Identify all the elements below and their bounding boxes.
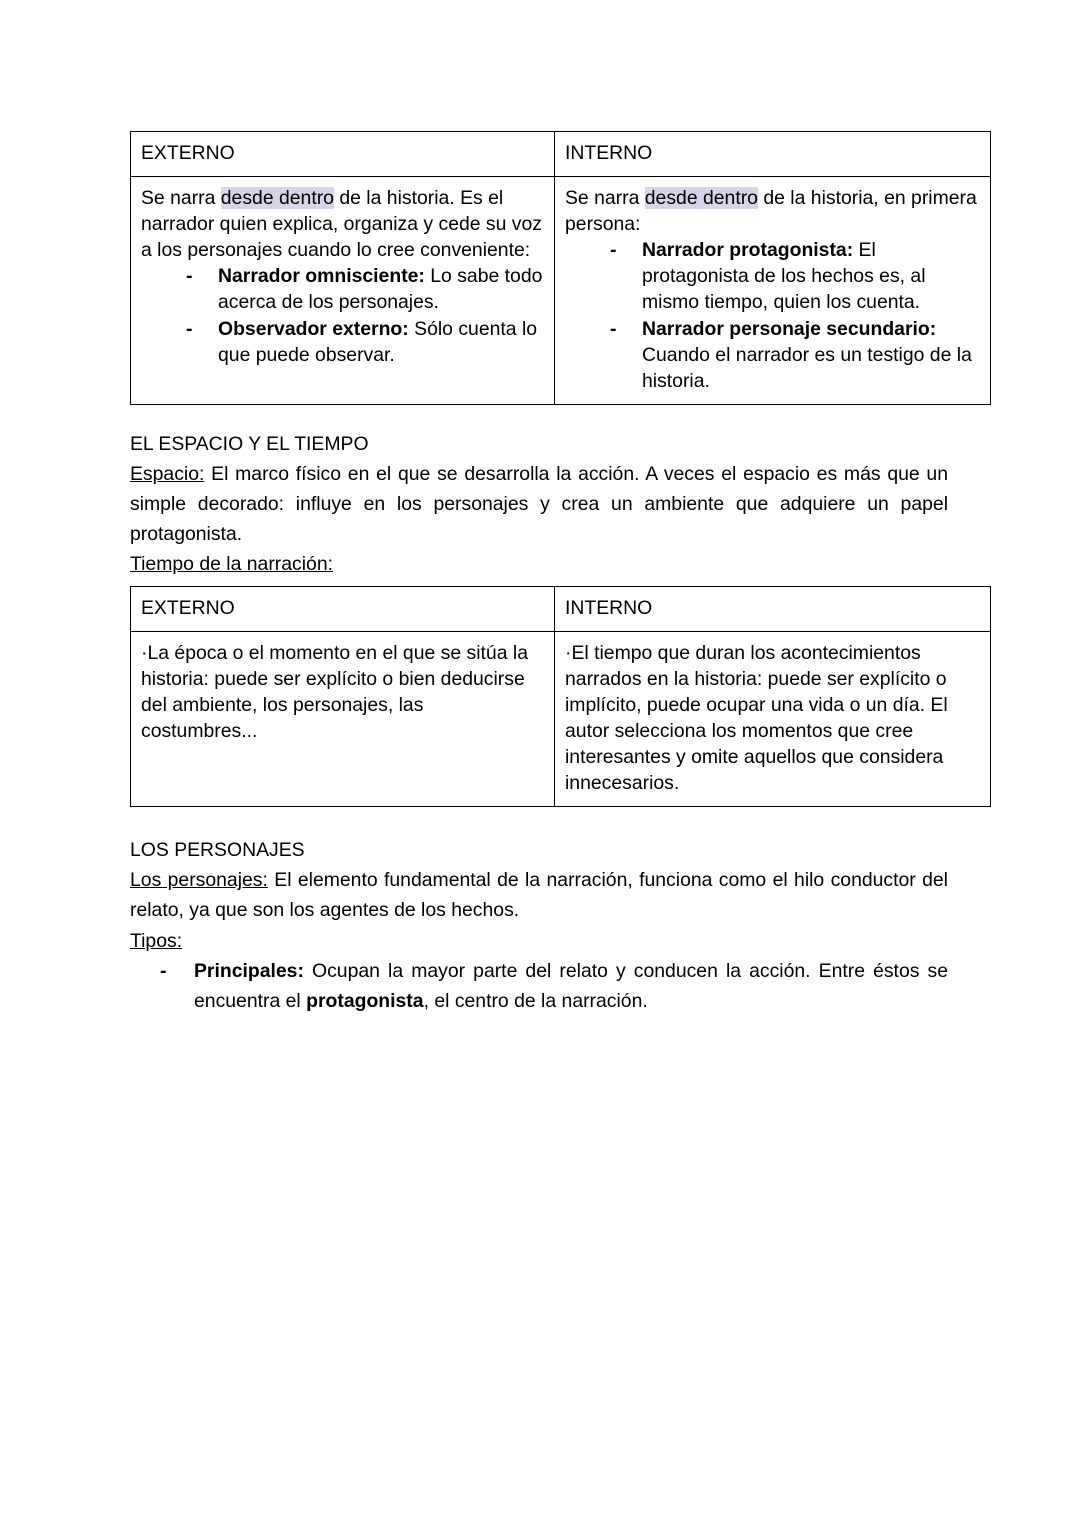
tipos-label-line [130, 926, 948, 956]
dash-bullet-icon: - [610, 239, 617, 262]
time-internal-cell [555, 631, 991, 807]
table-row-header [131, 586, 991, 631]
narrator-table [130, 131, 991, 405]
list-item-term: Observador externo: [218, 317, 409, 340]
list-item-emphasis: protagonista [306, 989, 424, 1012]
narrator-external-list [141, 263, 544, 367]
table-row-header [131, 132, 991, 177]
list-item-definition: Cuando el narrador es un testigo de la historia. [642, 343, 972, 392]
time-table-header-externo [131, 586, 555, 631]
personajes-paragraph [130, 865, 948, 925]
dash-bullet-icon: - [160, 959, 167, 982]
personajes-label: Los personajes: [130, 869, 268, 892]
list-item-definition: Sólo cuenta lo que puede observar. [218, 317, 538, 366]
intro-text-before: Se narra [565, 187, 645, 210]
header-label-externo: EXTERNO [141, 596, 235, 619]
narrator-table-header-externo [131, 132, 555, 177]
character-types-list [130, 956, 948, 1016]
intro-text-after: de la historia. Es el narrador quien explica, organiza y cede su voz a los personajes cuando lo cree conveniente: [141, 187, 542, 262]
list-item [141, 316, 544, 368]
espacio-paragraph [130, 459, 948, 550]
espacio-label: Espacio: [130, 462, 205, 485]
dash-bullet-icon: - [186, 317, 193, 340]
espacio-text: El marco físico en el que se desarrolla la acción. A veces el espacio es más que un simple decorado: influye en los personajes y crea un ambiente que adquiere un papel protagonista. [130, 462, 948, 546]
narrator-internal-list [565, 237, 980, 394]
narrator-external-cell [131, 177, 555, 405]
list-item-term: Principales: [194, 959, 304, 982]
section-heading-space-time: EL ESPACIO Y EL TIEMPO [130, 432, 369, 455]
time-internal-text: ·El tiempo que duran los acontecimientos narrados en la historia: puede ser explícito o implícito, puede ocupar una vida o un día. El autor selecciona los momentos que cree interesantes y omite aquellos que considera innecesarios. [565, 641, 948, 795]
dash-bullet-icon: - [610, 317, 617, 340]
narrator-table-header-interno [555, 132, 991, 177]
list-item-definition: Lo sabe todo acerca de los personajes. [218, 265, 543, 314]
tiempo-narracion-label: Tiempo de la narración: [130, 553, 333, 576]
narrator-external-intro [141, 185, 544, 263]
list-item [130, 956, 948, 1016]
intro-text-before: Se narra [141, 187, 221, 210]
time-table-header-interno [555, 586, 991, 631]
header-label-interno: INTERNO [565, 596, 653, 619]
list-item-term: Narrador omnisciente: [218, 265, 425, 288]
dash-bullet-icon: - [186, 265, 193, 288]
table-row-body [131, 631, 991, 807]
tiempo-narracion-label-line [130, 549, 948, 579]
list-item-term: Narrador protagonista: [642, 239, 854, 262]
header-label-interno: INTERNO [565, 142, 653, 164]
list-item-term: Narrador personaje secundario: [642, 317, 937, 340]
list-item [565, 237, 980, 315]
table-row-body [131, 177, 991, 405]
list-item-text-part2: , el centro de la narración. [423, 989, 648, 1012]
intro-text-after: de la historia, en primera persona: [565, 187, 977, 236]
header-label-externo: EXTERNO [141, 142, 235, 164]
list-item-text-part1: Ocupan la mayor parte del relato y conducen la acción. Entre éstos se encuentra el [194, 959, 948, 1012]
time-external-text: ·La época o el momento en el que se sitúa la historia: puede ser explícito o bien deducirse del ambiente, los personajes, las costumbres... [141, 641, 528, 742]
time-external-cell [131, 631, 555, 807]
list-item [141, 263, 544, 315]
narrator-internal-cell [555, 177, 991, 405]
document-content [130, 131, 977, 1016]
section-heading-characters: LOS PERSONAJES [130, 839, 305, 862]
time-table [130, 586, 991, 808]
tipos-label: Tipos: [130, 929, 183, 952]
highlight-desde-dentro: desde dentro [220, 187, 334, 210]
list-item [565, 316, 980, 394]
list-item-definition: El protagonista de los hechos es, al mismo tiempo, quien los cuenta. [642, 239, 926, 314]
highlight-desde-dentro: desde dentro [644, 187, 758, 210]
personajes-text: El elemento fundamental de la narración, funciona como el hilo conductor del relato, ya que son los agentes de los hechos. [130, 869, 948, 922]
narrator-internal-intro [565, 185, 980, 237]
